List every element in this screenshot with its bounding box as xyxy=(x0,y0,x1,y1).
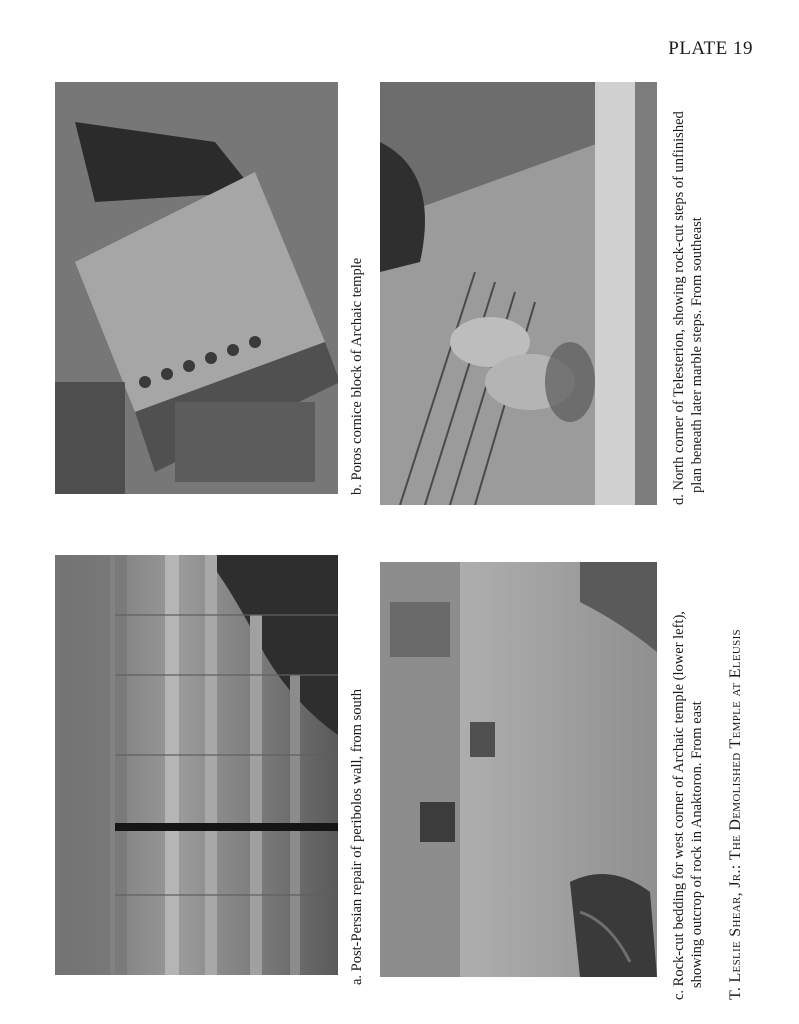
photo-a-peribolos-wall xyxy=(55,555,338,975)
photo-c-rock-cut-bedding xyxy=(380,562,657,977)
running-title-text: The Demolished Temple at Eleusis xyxy=(727,629,744,861)
running-title xyxy=(727,629,745,1000)
running-title-separator: : xyxy=(727,860,744,870)
caption-c: c. Rock-cut bedding for west corner of Archaic temple (lower left), showing outcrop of rock in Anaktoron. From east xyxy=(671,611,705,1000)
caption-b: b. Poros cornice block of Archaic temple xyxy=(349,257,365,495)
caption-a: a. Post-Persian repair of peribolos wall, from south xyxy=(349,689,365,985)
caption-d: d. North corner of Telesterion, showing rock-cut steps of unfinished plan beneath later marble steps. From southeast xyxy=(671,111,705,505)
photo-b-cornice-block xyxy=(55,82,338,494)
plate-number: PLATE 19 xyxy=(668,38,753,59)
running-title-author: T. Leslie Shear, Jr. xyxy=(727,869,744,1000)
photo-d-telesterion-corner xyxy=(380,82,657,505)
